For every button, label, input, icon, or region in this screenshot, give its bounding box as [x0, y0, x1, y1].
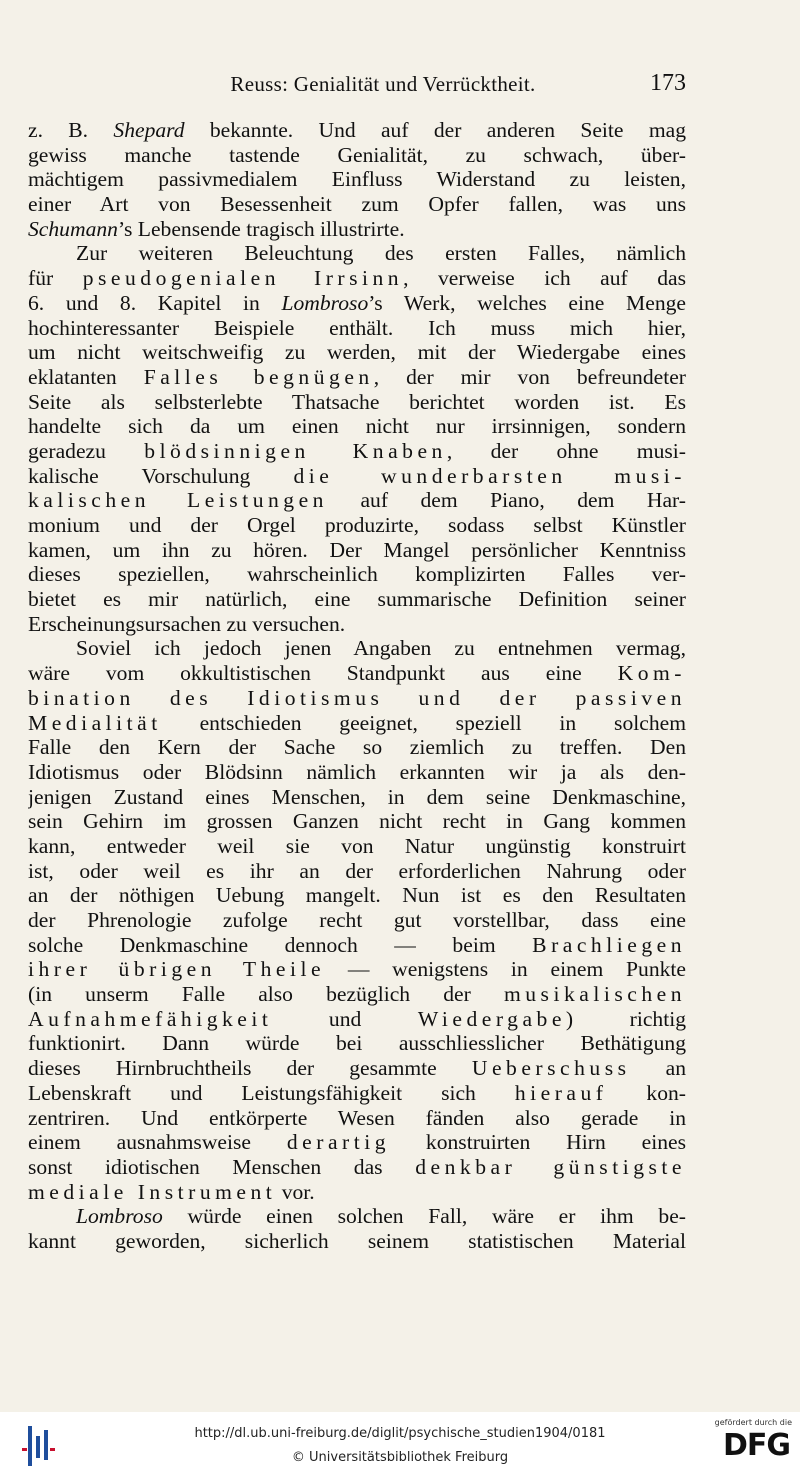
text-line: um nicht weitschweifig zu werden, mit der Wiedergabe eines [28, 340, 686, 365]
text-line: handelte sich da um einen nicht nur irrsinnigen, sondern [28, 414, 686, 439]
text-line: der Phrenologie zufolge recht gut vorstellbar, dass eine [28, 908, 686, 932]
text-line: geradezu blödsinnigen Knaben, der ohne musi- [28, 438, 686, 463]
text-line: (in unserm Falle also bezüglich der musikalischen [28, 982, 686, 1007]
text-line: gewiss manche tastende Genialität, zu schwach, über- [28, 142, 686, 167]
text-line: Medialität entschieden geeignet, speziell in solchem [28, 710, 686, 735]
viewer-footer [0, 1412, 800, 1472]
text-line: ist, oder weil es ihr an der erforderlichen Nahrung oder [28, 858, 686, 883]
text-line: bietet es mir natürlich, eine summarische Definition seiner [28, 587, 686, 612]
text-line: funktionirt. Dann würde bei ausschliesslicher Bethätigung [28, 1031, 686, 1056]
text-line: Zur weiteren Beleuchtung des ersten Falles, nämlich [76, 241, 686, 266]
text-line: für pseudogenialen Irrsinn, verweise ich auf das [28, 266, 686, 291]
page-number: 173 [650, 70, 686, 96]
text-line: Lebenskraft und Leistungsfähigkeit sich hierauf kon- [28, 1080, 686, 1105]
text-line: kamen, um ihn zu hören. Der Mangel persönlicher Kenntniss [28, 537, 686, 562]
running-head: Reuss: Genialität und Verrücktheit. [230, 72, 536, 96]
text-line: Soviel ich jedoch jenen Angaben zu entnehmen vermag, [76, 636, 686, 661]
text-line: z. B. Shepard bekannte. Und auf der anderen Seite mag [28, 118, 686, 142]
text-line: dieses speziellen, wahrscheinlich komplizirten Falles ver- [28, 562, 686, 587]
text-line: Schumann’s Lebensende tragisch illustrirte. [28, 216, 405, 241]
text-line: kann, entweder weil sie von Natur ungünstig konstruirt [28, 833, 686, 858]
text-line: 6. und 8. Kapitel in Lombroso’s Werk, welches eine Menge [28, 290, 686, 315]
text-line: Falle den Kern der Sache so ziemlich zu treffen. Den [28, 735, 686, 760]
text-line: sein Gehirn im grossen Ganzen nicht recht in Gang kommen [28, 809, 686, 834]
text-line: einem ausnahmsweise derartig konstruirten Hirn eines [28, 1130, 686, 1155]
copyright-notice: © Universitätsbibliothek Freiburg [291, 1450, 509, 1465]
text-line: Aufnahmefähigkeit und Wiedergabe) richtig [28, 1006, 686, 1031]
text-line: bination des Idiotismus und der passiven [28, 685, 686, 710]
text-line: Seite als selbsterlebte Thatsache berichtet worden ist. Es [28, 389, 686, 414]
text-line: Idiotismus oder Blödsinn nämlich erkannten wir ja als den- [28, 759, 686, 784]
text-line: sonst idiotischen Menschen das denkbar günstigste [28, 1154, 686, 1179]
text-line: mediale Instrument vor. [28, 1179, 315, 1204]
text-line: ihrer übrigen Theile — wenigstens in einem Punkte [28, 957, 686, 982]
body-text [28, 118, 686, 1254]
text-line: mächtigem passivmedialem Einfluss Widerstand zu leisten, [28, 167, 686, 192]
text-line: kannt geworden, sicherlich seinem statistischen Material [28, 1228, 686, 1253]
text-line: dieses Hirnbruchtheils der gesammte Ueberschuss an [28, 1056, 686, 1081]
text-line: wäre vom okkultistischen Standpunkt aus eine Kom- [28, 661, 686, 686]
text-line: Erscheinungsursachen zu versuchen. [28, 611, 346, 636]
dfg-caption: gefördert durch die [714, 1418, 792, 1427]
permalink-url[interactable]: http://dl.ub.uni-freiburg.de/diglit/psychische_studien1904/0181 [194, 1426, 606, 1441]
text-line: Lombroso würde einen solchen Fall, wäre er ihm be- [76, 1204, 686, 1229]
text-line: kalische Vorschulung die wunderbarsten musi- [28, 463, 686, 488]
page-header [28, 66, 686, 102]
text-line: an der nöthigen Uebung mangelt. Nun ist es den Resultaten [28, 883, 686, 908]
text-line: hochinteressanter Beispiele enthält. Ich muss mich hier, [28, 315, 686, 340]
text-line: monium und der Orgel produzirte, sodass selbst Künstler [28, 513, 686, 537]
text-line: kalischen Leistungen auf dem Piano, dem Har- [28, 488, 686, 513]
text-line: jenigen Zustand eines Menschen, in dem seine Denkmaschine, [28, 784, 686, 809]
text-line: solche Denkmaschine dennoch — beim Brachliegen [28, 932, 686, 957]
text-line: zentriren. Und entkörperte Wesen fänden also gerade in [28, 1105, 686, 1130]
text-line: eklatanten Falles begnügen, der mir von befreundeter [28, 364, 686, 389]
dfg-logo: DFG [722, 1428, 790, 1463]
text-line: einer Art von Besessenheit zum Opfer fallen, was uns [28, 192, 686, 217]
